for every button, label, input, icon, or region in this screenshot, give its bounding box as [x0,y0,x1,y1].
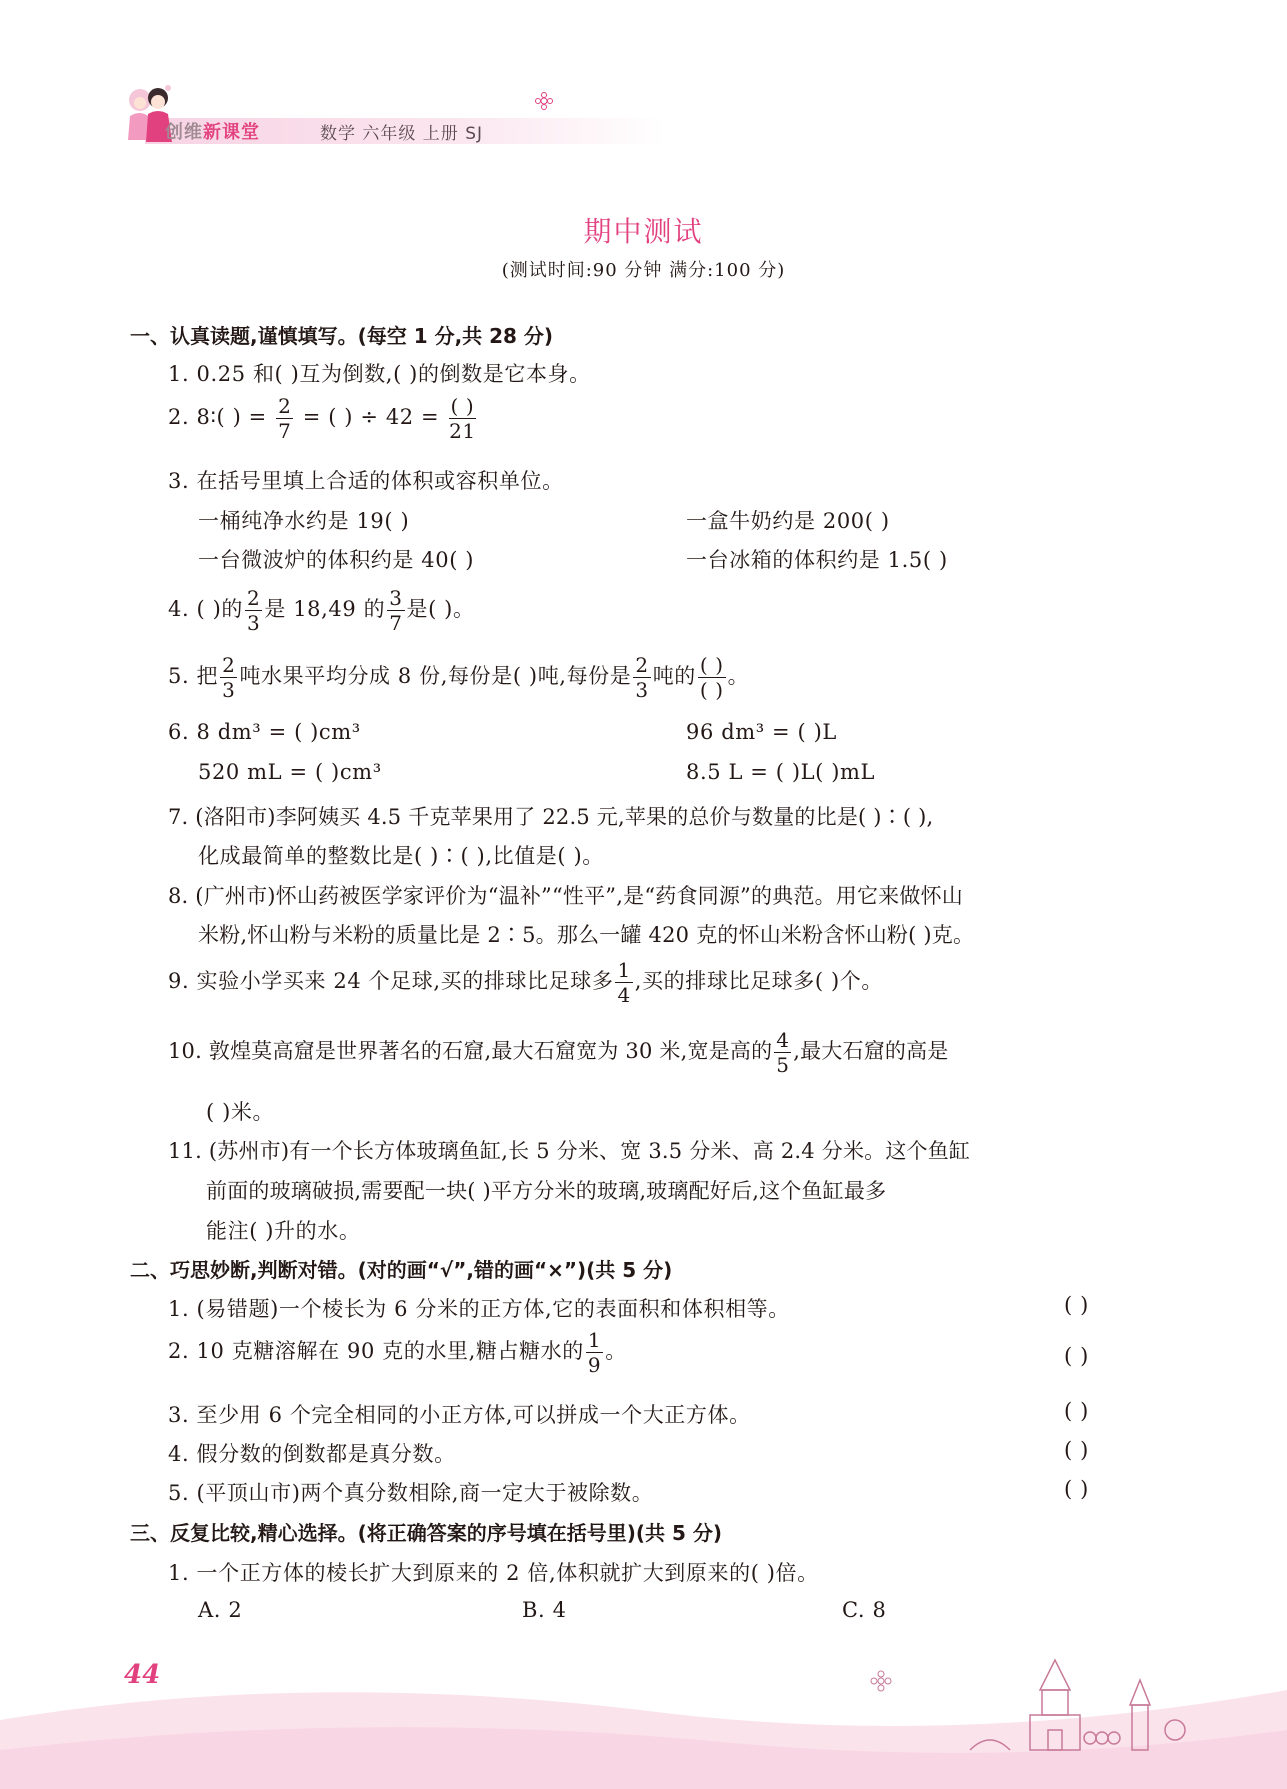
s2-question-2: 2. 10 克糖溶解在 90 克的水里,糖占糖水的 $\frac{1}{9}$ 。 [168,1328,627,1377]
fraction: $\frac{4}{5}$ [776,1028,790,1077]
s2-answer-1: ( ) [1064,1293,1089,1317]
fraction: $\frac{( )}{21}$ [449,394,476,443]
page-header [120,80,550,152]
s1-question-3d: 一台冰箱的体积约是 1.5( ) [686,548,948,572]
s1-question-2: 2. 8∶( ) = $\frac{2}{7}$ = ( ) ÷ 42 = $\frac{( )}{21}$ [168,394,476,443]
s1-question-6c: 520 mL = ( )cm³ [198,760,382,784]
s1-question-7-line1: 7. (洛阳市)李阿姨买 4.5 千克苹果用了 22.5 元,苹果的总价与数量的比是( )∶( ), [168,805,934,829]
fraction: $\frac{3}{7}$ [389,586,403,635]
s1-question-3b: 一盒牛奶约是 200( ) [686,509,890,533]
fraction: $\frac{1}{9}$ [587,1328,602,1377]
s3-option-c: C. 8 [842,1598,887,1622]
s3-option-b: B. 4 [522,1598,567,1622]
flower-icon [870,1670,892,1692]
s2-answer-5: ( ) [1064,1477,1089,1501]
s2-answer-4: ( ) [1064,1438,1089,1462]
s1-question-10-line2: ( )米。 [206,1100,275,1124]
s1-question-9: 9. 实验小学买来 24 个足球,买的排球比足球多 $\frac{1}{4}$ ,买的排球比足球多( )个。 [168,958,883,1007]
s2-question-4: 4. 假分数的倒数都是真分数。 [168,1442,456,1466]
s1-question-3c: 一台微波炉的体积约是 40( ) [198,548,475,572]
s1-question-6b: 96 dm³ = ( )L [686,720,837,744]
flower-icon [535,92,553,110]
s1-question-4: 4. ( )的 $\frac{2}{3}$ 是 18,49 的 $\frac{3}{7}$ 是( )。 [168,586,475,635]
section3-heading: 三、反复比较,精心选择。(将正确答案的序号填在括号里)(共 5 分) [130,1521,723,1545]
s1-question-6d: 8.5 L = ( )L( )mL [686,760,876,784]
s2-question-3: 3. 至少用 6 个完全相同的小正方体,可以拼成一个大正方体。 [168,1403,751,1427]
page-number: 44 [124,1660,161,1690]
test-info: (测试时间:90 分钟 满分:100 分) [501,260,786,281]
fraction: $\frac{2}{3}$ [635,653,649,702]
s2-answer-3: ( ) [1064,1399,1089,1423]
s2-answer-2: ( ) [1064,1344,1089,1368]
s1-question-7-line2: 化成最简单的整数比是( )∶( ),比值是( )。 [198,844,604,868]
s1-question-11-line2: 前面的玻璃破损,需要配一块( )平方分米的玻璃,玻璃配好后,这个鱼缸最多 [206,1179,887,1203]
s1-question-3: 3. 在括号里填上合适的体积或容积单位。 [168,469,564,493]
s1-question-8-line1: 8. (广州市)怀山药被医学家评价为“温补”“性平”,是“药食同源”的典范。用它来做怀山 [168,884,963,908]
fraction: $\frac{2}{7}$ [278,394,292,443]
s1-question-11-line1: 11. (苏州市)有一个长方体玻璃鱼缸,长 5 分米、宽 3.5 分米、高 2.4 分米。这个鱼缸 [168,1139,971,1163]
fraction: $\frac{1}{4}$ [617,958,631,1007]
s1-question-5: 5. 把 $\frac{2}{3}$ 吨水果平均分成 8 份,每份是( )吨,每份是 $\frac{2}{3}$ 吨的 $\frac{( )}{( )}$ 。 [168,653,750,702]
s1-question-6a: 6. 8 dm³ = ( )cm³ [168,720,361,744]
fraction: $\frac{( )}{( )}$ [699,653,724,702]
brand-name: 创维新课堂 [165,122,260,143]
s1-question-11-line3: 能注( )升的水。 [206,1219,361,1243]
section2-heading: 二、巧思妙断,判断对错。(对的画“√”,错的画“×”)(共 5 分) [130,1258,673,1282]
s2-question-1: 1. (易错题)一个棱长为 6 分米的正方体,它的表面积和体积相等。 [168,1297,790,1321]
page-title: 期中测试 [583,215,704,248]
s2-question-5: 5. (平顶山市)两个真分数相除,商一定大于被除数。 [168,1481,654,1505]
s1-question-3a: 一桶纯净水约是 19( ) [198,509,410,533]
s3-question-1: 1. 一个正方体的棱长扩大到原来的 2 倍,体积就扩大到原来的( )倍。 [168,1561,819,1585]
s1-question-10: 10. 敦煌莫高窟是世界著名的石窟,最大石窟宽为 30 米,宽是高的 $\frac{4}{5}$ ,最大石窟的高是 [168,1028,949,1077]
fraction: $\frac{2}{3}$ [222,653,236,702]
book-info: 数学 六年级 上册 SJ [320,124,484,144]
s3-option-a: A. 2 [198,1598,243,1622]
s1-question-1: 1. 0.25 和( )互为倒数,( )的倒数是它本身。 [168,362,591,386]
castle-town-icon [950,1650,1190,1760]
s1-question-8-line2: 米粉,怀山粉与米粉的质量比是 2∶5。那么一罐 420 克的怀山米粉含怀山粉( )克。 [198,923,975,947]
section1-heading: 一、认真读题,谨慎填写。(每空 1 分,共 28 分) [130,324,554,348]
fraction: $\frac{2}{3}$ [246,586,261,635]
